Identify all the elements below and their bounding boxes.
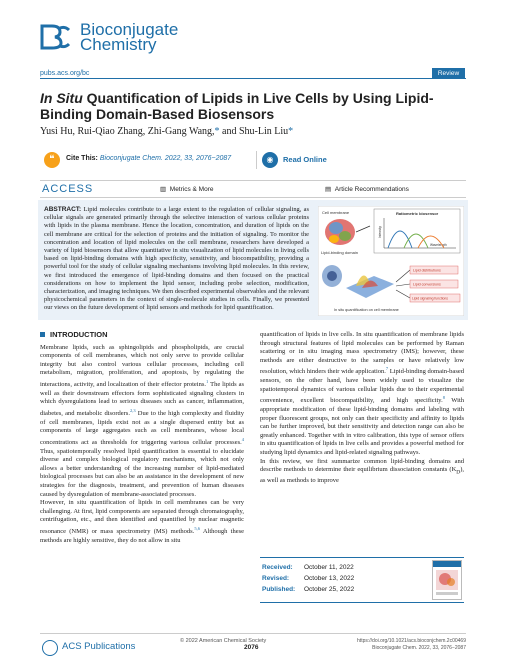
received-label: Received: [262, 564, 293, 571]
intro-paragraph-1 [40, 344, 244, 500]
header-rule [40, 78, 466, 79]
footer-journal-ref: Bioconjugate Chem. 2022, 33, 2076−2087 [372, 645, 466, 651]
kd-subscript: D [456, 469, 461, 476]
cite-reference: Bioconjugate Chem. 2022, 33, 2076−2087 [99, 155, 232, 162]
published-label: Published: [262, 586, 296, 593]
metrics-label: Metrics & More [169, 186, 214, 193]
recommendations-label: Article Recommendations [334, 186, 409, 193]
publication-dates [260, 557, 464, 603]
doi-link[interactable]: https://doi.org/10.1021/acs.bioconjchem.2c00469 [357, 638, 466, 644]
intro-heading [40, 331, 244, 340]
article-recommendations-button[interactable] [325, 185, 409, 193]
page-footer [40, 633, 466, 658]
page-number: 2076 [244, 644, 259, 651]
authors-plain: Yusi Hu, Rui-Qiao Zhang, Zhi-Gang Wang, [40, 126, 215, 137]
publisher-name[interactable]: ACS Publications [62, 641, 136, 652]
intro-p2b: Although these methods are highly sensitive, they do not allow in situ [40, 528, 244, 544]
revised-date: October 13, 2022 [304, 575, 355, 582]
access-separator [40, 197, 466, 198]
journal-logo-icon [40, 24, 70, 50]
received-line [262, 564, 354, 571]
toc-cell-membrane: Cell membrane [322, 210, 350, 215]
authors-last: and Shu-Lin Liu [219, 126, 289, 137]
toc-lipid-conversions: Lipid conversions [413, 282, 441, 287]
revised-line [262, 575, 354, 582]
toc-intensity: Intensity [378, 226, 382, 238]
cite-row [40, 149, 466, 171]
revised-label: Revised: [262, 575, 290, 582]
title-rest: Quantification of Lipids in Live Cells by Using Lipid-Binding Domain-Based Biosensors [40, 90, 434, 122]
quote-icon[interactable]: ❝ [44, 152, 60, 168]
toc-lipid-distributions: Lipid distributions [413, 268, 441, 273]
ref-link[interactable]: 2,3 [129, 407, 136, 413]
acs-logo-icon[interactable] [42, 640, 58, 656]
cell-image [322, 265, 342, 287]
intro-p1c: Due to the high complexity and fluidity of cell membranes, lipids exist not as a single dispersed entity but as components of large aggregates such as cell membranes, whose local concentrations act as thresholds for triggering various cellular processes. [40, 410, 245, 446]
access-label: ACCESS [42, 183, 94, 195]
intro-r1: quantification of lipids in live cells. In situ quantification of membrane lipids through structural features of lipid molecules can be performed by Raman scattering or in situ imaging mass spectrometry (IMS); however, these methods are either destructive to the samples or have relatively low resolution, which hinders their wide application. [260, 331, 464, 376]
abstract-label: ABSTRACT: [44, 206, 82, 213]
article-title [40, 90, 470, 122]
journal-cover-thumbnail[interactable] [432, 560, 462, 600]
toc-lipid-signaling: Lipid signaling functions [412, 296, 449, 301]
metrics-more-button[interactable] [160, 185, 213, 193]
ref-link[interactable]: 8 [442, 395, 446, 401]
intro-p1: Membrane lipids, such as sphingolipids and phospholipids, are crucial components of cell membranes, which not only serve to provide cellular integrity but also control various cellular processes, including cell metabolism, migration, proliferation, and apoptosis, by regulating the interactions, activity, and localization of their effector proteins. [40, 343, 244, 389]
published-line [262, 586, 354, 593]
right-column [260, 331, 464, 486]
intro-r1b: Lipid-binding domain-based sensors, on the other hand, have been widely used to visualize the spatiotemporal dynamics of various cellular lipids due to their experimental convenience, excellent biocompatibility, and high specificity. [260, 368, 464, 405]
access-row [40, 180, 466, 197]
cite-label: Cite This: [66, 155, 98, 162]
published-date: October 25, 2022 [304, 586, 355, 593]
protein-structure-icon [325, 219, 355, 245]
corresponding-star-2: * [288, 126, 294, 137]
intro-p1d: Thus, spatiotemporally resolved lipid quantification is essential to elucidate diverse and complex biological regulatory mechanisms, which not only allows a better understanding of the increasing number of lipid-mediated biological processes but can also be an assistance in the development of new strategies for the diagnosis, treatment, and prevention of human diseases caused by dysregulation of membrane-associated processes. [40, 447, 244, 498]
intro-paragraph-2 [40, 499, 244, 545]
read-online-link[interactable]: Read Online [283, 155, 327, 164]
ref-link[interactable]: 4 [241, 436, 244, 442]
toc-wavelength: Wavelength [430, 243, 447, 247]
journal-url-link[interactable]: pubs.acs.org/bc [40, 70, 90, 77]
journal-name-line2: Chemistry [80, 35, 157, 54]
received-date: October 11, 2022 [304, 564, 354, 571]
ref-link[interactable]: 7 [385, 366, 389, 372]
intro-p1b: The lipids as well as their downstream effectors form sophisticated signaling clusters in which dysregulations lead to serious diseases such as cancer, inflammation, diabetes, and metabolic disorders. [40, 381, 244, 418]
title-italic: In Situ [40, 90, 83, 106]
document-icon: ▤ [325, 186, 332, 193]
intro-r2: In this review, we first summarize common lipid-binding domains and describe methods to determine their equilibrium dissociation constants (K [260, 457, 464, 474]
toc-graphic [318, 206, 464, 316]
toc-caption: In situ quantification on cell membrane [334, 308, 399, 312]
copyright: © 2022 American Chemical Society [180, 638, 267, 644]
intro-paragraph-4 [260, 458, 464, 486]
bar-chart-icon: ▥ [160, 186, 167, 193]
abstract [44, 206, 309, 313]
journal-name[interactable] [80, 22, 178, 52]
left-column [40, 331, 244, 545]
journal-name-line1: Bioconjugate [80, 20, 179, 39]
cite-this[interactable] [66, 155, 231, 162]
section-marker-icon [40, 332, 45, 337]
article-type-badge: Review [432, 68, 465, 79]
intro-paragraph-3 [260, 331, 464, 458]
toc-lipid-binding: Lipid-binding domain [321, 250, 358, 255]
ref-link[interactable]: 5,6 [194, 525, 200, 531]
intro-p2: However, in situ quantification of lipids in cell membranes can be very challenging. At first, lipid components are separated through chromatography, centrifugation, etc., and then identified and quantified by nuclear magnetic resonance (NMR) or mass spectrometry (MS) methods. [40, 499, 244, 536]
intro-r2b: ), as well as methods to improve [260, 466, 464, 485]
intro-heading-text: INTRODUCTION [50, 330, 108, 339]
intro-r1c: With appropriate modification of these lipid-binding domains and labeling with proper fluorescent groups, not only can their specificity and affinity to lipids can be further improved, but their sensitivity and detection range can also be greatly enhanced. Together with in vitro calibration, this type of sensor offers in situ quantification of lipids in live cells and provides a powerful method for studying lipid dynamics and lipid-related signaling pathways. [260, 397, 464, 457]
footer-citation [357, 638, 466, 652]
corresponding-star: * [214, 126, 220, 137]
ref-link[interactable]: 1 [206, 378, 209, 384]
cite-divider [256, 151, 257, 169]
author-list [40, 126, 293, 137]
read-online-icon[interactable]: ◉ [262, 152, 278, 168]
toc-ratiometric: Ratiometric biosensor [396, 211, 439, 216]
abstract-body: Lipid molecules contribute to a large extent to the regulation of cellular signaling, as cellular signals are generated primarily through the selective interaction of various cellular proteins with lipids in the plasma membrane. Hence the location, concentration, and duration of lipids on the cell membrane are critical for the selection of proteins and the initiation of signaling. To monitor the concentration and location of lipid molecules on the cell membrane, researchers have developed a variety of lipid biosensors that allow quantitative in situ visualization of lipid molecules in living cells based on lipid-binding domains with high specificity, sensitivity, and biocompatibility, providing a powerful tool for the study of cellular signaling mechanisms involving lipid molecules. In this review, we first introduced the emergence of lipid-binding domains and then focused on the practical considerations on how to implement the lipid sensor, including probe selection, modification, characterization, and imaging techniques. We then described experimental observables and the relevant physicochemical parameters in the context of single-molecule studies in cells. Finally, we presented our views on the future development of lipid sensors and methods for lipid quantification. [44, 206, 309, 312]
